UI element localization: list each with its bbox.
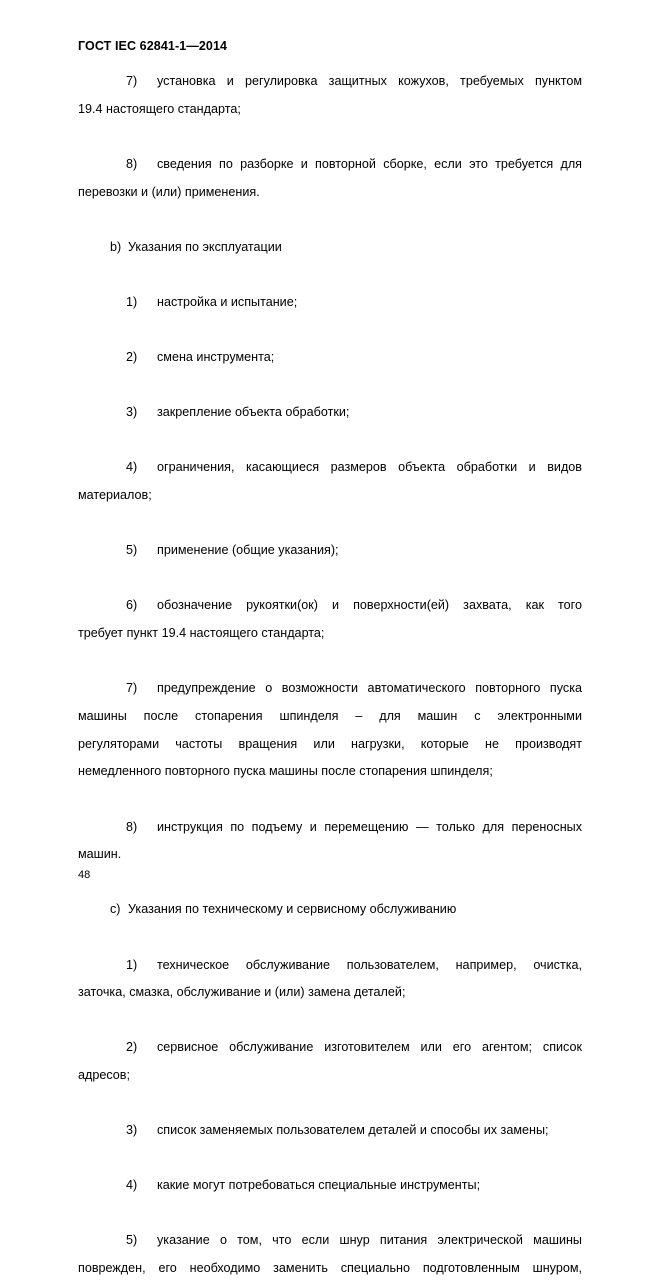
- list-item: [78, 537, 582, 565]
- document-body: [78, 68, 582, 1283]
- list-item: [78, 68, 582, 96]
- item-continuation: 19.4 настоящего стандарта;: [78, 101, 241, 116]
- item-number: 3): [126, 405, 138, 420]
- list-item: [78, 1172, 582, 1200]
- item-number: 7): [126, 74, 138, 88]
- item-number: 2): [126, 349, 138, 364]
- page-number: 48: [78, 869, 91, 881]
- item-number: 4): [126, 460, 138, 475]
- document-header: ГОСТ IEC 62841-1—2014: [78, 39, 228, 53]
- item-text: закрепление объекта обработки;: [157, 405, 350, 420]
- item-text: указание о том, что если шнур питания электрической машины: [157, 1233, 582, 1248]
- item-text: инструкция по подъему и перемещению — только для переносных: [157, 819, 582, 834]
- item-number: 8): [126, 819, 138, 834]
- list-item: [78, 1117, 582, 1145]
- item-text: установка и регулировка защитных кожухов, требуемых пунктом: [157, 74, 582, 88]
- item-continuation: машины после стопарения шпинделя – для машин с электронными: [78, 708, 582, 723]
- list-item: [78, 1227, 582, 1255]
- item-text: сервисное обслуживание изготовителем или его агентом; список: [157, 1040, 582, 1055]
- list-item: [78, 289, 582, 317]
- item-number: 6): [126, 598, 138, 613]
- list-item: [78, 952, 582, 980]
- item-number: 2): [126, 1040, 138, 1055]
- item-text: какие могут потребоваться специальные инструменты;: [157, 1178, 481, 1193]
- item-number: 3): [126, 1123, 138, 1138]
- list-item: [78, 814, 582, 842]
- section-heading: [78, 896, 582, 924]
- item-text: техническое обслуживание пользователем, например, очистка,: [157, 957, 582, 972]
- item-continuation: материалов;: [78, 487, 152, 502]
- list-item: [78, 454, 582, 482]
- list-item: [78, 399, 582, 427]
- list-item: [78, 675, 582, 703]
- item-continuation: немедленного повторного пуска машины после стопарения шпинделя;: [78, 764, 493, 779]
- section-title: Указания по техническому и сервисному обслуживанию: [128, 902, 457, 917]
- list-item: [78, 1034, 582, 1062]
- item-text: смена инструмента;: [157, 349, 275, 364]
- list-item: [78, 151, 582, 179]
- item-number: 5): [126, 543, 138, 558]
- item-continuation: машин.: [78, 847, 122, 862]
- item-number: 1): [126, 957, 138, 972]
- item-continuation: заточка, смазка, обслуживание и (или) замена деталей;: [78, 985, 406, 1000]
- item-text: применение (общие указания);: [157, 543, 339, 558]
- item-continuation: перевозки и (или) применения.: [78, 184, 260, 199]
- item-number: 5): [126, 1233, 138, 1248]
- section-title: Указания по эксплуатации: [128, 239, 282, 254]
- item-continuation: требует пункт 19.4 настоящего стандарта;: [78, 625, 325, 640]
- item-text: ограничения, касающиеся размеров объекта обработки и видов: [157, 460, 582, 475]
- item-continuation: поврежден, его необходимо заменить специально подготовленным шнуром,: [78, 1261, 582, 1276]
- item-number: 8): [126, 156, 138, 171]
- section-letter: b): [110, 239, 122, 254]
- item-text: настройка и испытание;: [157, 294, 298, 309]
- item-text: список заменяемых пользователем деталей и способы их замены;: [157, 1123, 549, 1138]
- item-continuation: регуляторами частоты вращения или нагрузки, которые не производят: [78, 736, 582, 751]
- section-heading: [78, 234, 582, 262]
- item-text: предупреждение о возможности автоматического повторного пуска: [157, 681, 582, 696]
- item-text: сведения по разборке и повторной сборке, если это требуется для: [157, 156, 582, 171]
- list-item: [78, 592, 582, 620]
- section-letter: c): [110, 902, 121, 917]
- item-number: 1): [126, 294, 138, 309]
- list-item: [78, 344, 582, 372]
- item-text: обозначение рукоятки(ок) и поверхности(ей) захвата, как того: [157, 598, 582, 613]
- item-continuation: адресов;: [78, 1068, 130, 1083]
- item-number: 4): [126, 1178, 138, 1193]
- item-number: 7): [126, 681, 138, 696]
